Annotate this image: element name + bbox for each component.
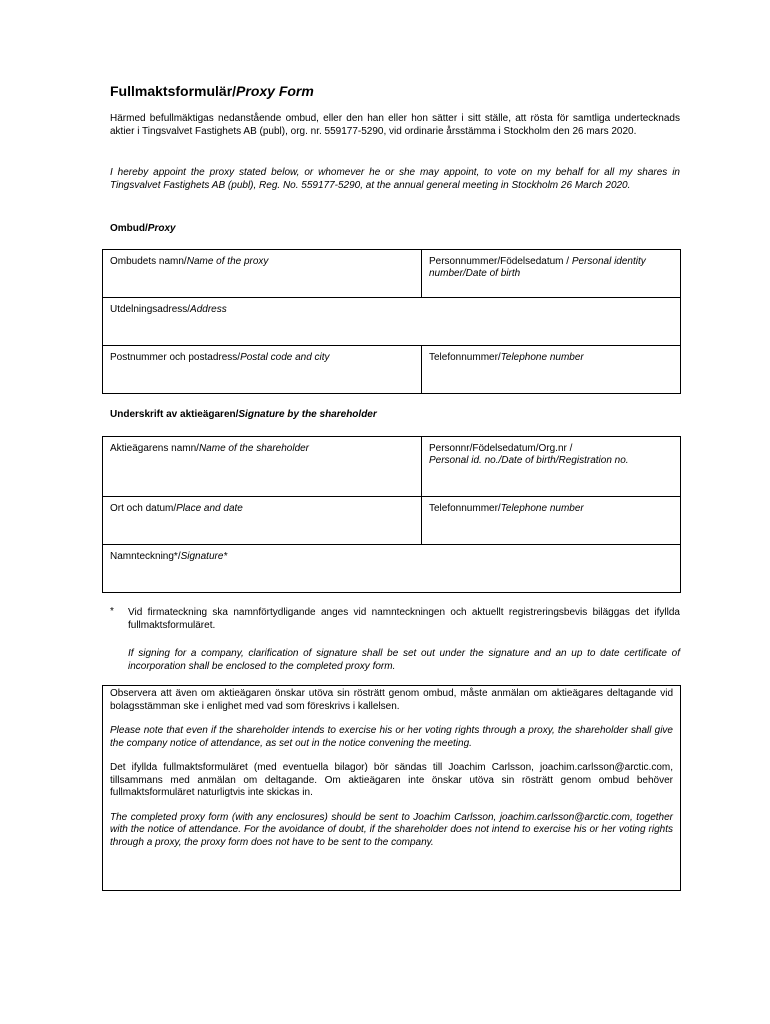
notice-send-swedish: Det ifyllda fullmaktsformuläret (med eventuella bilagor) bör sändas till Joachim Carlsson, joachim.carlsson@arctic.com, tillsammans med anmälan om deltagande. Om aktieägaren inte önskar utöva sin rösträtt genom ombud behöver fullmaktsformuläret naturligtvis inte skickas in. xyxy=(110,762,673,798)
signature-field[interactable]: Namnteckning*/Signature* xyxy=(103,545,681,593)
proxy-id-field[interactable]: Personnummer/Födelsedatum / Personal identity number/Date of birth xyxy=(422,250,681,298)
shareholder-phone-field[interactable]: Telefonnummer/Telephone number xyxy=(422,497,681,545)
notice-box xyxy=(102,685,681,891)
title-swedish: Fullmaktsformulär/ xyxy=(110,83,237,99)
shareholder-id-field[interactable]: Personnr/Födelsedatum/Org.nr / Personal id. no./Date of birth/Registration no. xyxy=(422,437,681,497)
document-title xyxy=(110,83,314,99)
notice-send-english: The completed proxy form (with any enclosures) should be sent to Joachim Carlsson, joachim.carlsson@arctic.com, together with the notice of attendance. For the avoidance of doubt, if the shareholder does not intend to exercise his or her voting rights through a proxy, the proxy form does not have to be sent to the company. xyxy=(110,811,673,848)
shareholder-table xyxy=(102,436,681,593)
shareholder-section-heading: Underskrift av aktieägaren/Signature by the shareholder xyxy=(110,409,377,420)
notice-attendance-swedish: Observera att även om aktieägaren önskar utöva sin rösträtt genom ombud, måste anmälan om aktieägares deltagande vid bolagsstämman ske i enlighet med vad som föreskrivs i kallelsen. xyxy=(110,688,673,712)
place-date-field[interactable]: Ort och datum/Place and date xyxy=(103,497,422,545)
footnote-english: If signing for a company, clarification of signature shall be set out under the signature and an up to date certificate of incorporation shall be enclosed to the completed proxy form. xyxy=(128,648,680,672)
proxy-section-heading: Ombud/Proxy xyxy=(110,223,176,234)
proxy-postal-field[interactable]: Postnummer och postadress/Postal code and city xyxy=(103,346,422,394)
shareholder-name-field[interactable]: Aktieägarens namn/Name of the shareholder xyxy=(103,437,422,497)
proxy-phone-field[interactable]: Telefonnummer/Telephone number xyxy=(422,346,681,394)
intro-english: I hereby appoint the proxy stated below, or whomever he or she may appoint, to vote on my behalf for all my shares in Tingsvalvet Fastighets AB (publ), Reg. No. 559177-5290, at the annual general meeting in Stockholm 26 March 2020. xyxy=(110,167,680,191)
intro-swedish: Härmed befullmäktigas nedanstående ombud, eller den han eller hon sätter i sitt ställe, att rösta för samtliga undertecknads aktier i Tingsvalvet Fastighets AB (publ), org. nr. 559177-5290, vid ordinarie årsstämma i Stockholm den 26 mars 2020. xyxy=(110,113,680,137)
proxy-name-field[interactable]: Ombudets namn/Name of the proxy xyxy=(103,250,422,298)
proxy-table xyxy=(102,249,681,394)
notice-attendance-english: Please note that even if the shareholder intends to exercise his or her voting rights through a proxy, the shareholder shall give the company notice of attendance, as set out in the notice convening the meeting. xyxy=(110,725,673,749)
footnote-marker: * xyxy=(110,606,114,617)
title-english: Proxy Form xyxy=(236,83,314,99)
proxy-address-field[interactable]: Utdelningsadress/Address xyxy=(103,298,681,346)
footnote-swedish: Vid firmateckning ska namnförtydligande anges vid namnteckningen och aktuellt registreringsbevis biläggas det ifyllda fullmaktsformuläret. xyxy=(128,607,680,631)
